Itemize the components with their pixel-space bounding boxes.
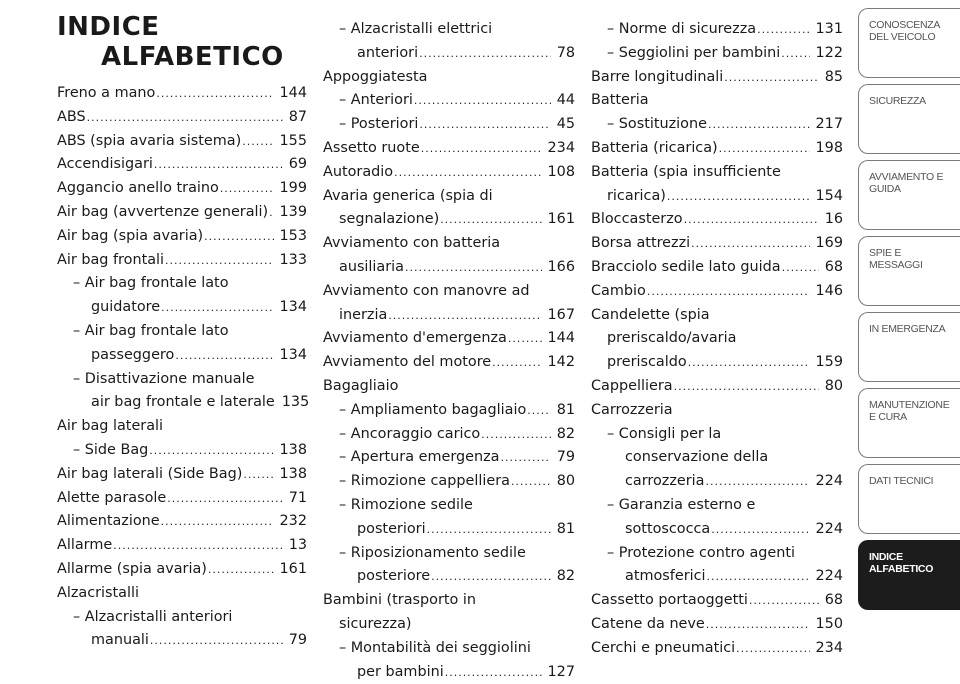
dot-leader — [691, 232, 809, 256]
dot-leader — [500, 446, 550, 470]
dot-leader — [706, 613, 810, 637]
page-number: 131 — [815, 21, 843, 37]
dot-leader — [445, 661, 542, 684]
entry-label: – Ancoraggio carico — [339, 425, 481, 442]
dot-leader — [511, 470, 551, 494]
index-entry[interactable] — [57, 82, 307, 106]
entry-label: inerzia — [339, 306, 388, 323]
index-entry-continued: conservazione della — [625, 449, 769, 466]
entry-label: ABS (spia avaria sistema) — [57, 132, 242, 149]
dot-leader — [431, 565, 551, 589]
index-entry[interactable] — [323, 42, 575, 66]
entry-label: Allarme (spia avaria) — [57, 560, 207, 577]
index-entry-start[interactable]: Candelette (spia — [591, 306, 710, 323]
page-number: 166 — [547, 258, 575, 275]
index-entry-start[interactable]: Avviamento con manovre ad — [323, 282, 530, 299]
index-entry-start[interactable]: – Riposizionamento sedile — [339, 544, 526, 561]
entry-label: ausiliaria — [339, 258, 404, 275]
page-number: 81 — [556, 520, 575, 537]
page-number: 144 — [279, 85, 307, 101]
entry-label: preriscaldo — [607, 354, 687, 371]
index-entry[interactable] — [591, 613, 843, 637]
page-number: 79 — [556, 449, 575, 466]
dot-leader — [220, 177, 274, 201]
index-entry[interactable] — [323, 327, 575, 351]
index-entry-start[interactable]: – Garanzia esterno e — [607, 496, 756, 513]
index-entry[interactable] — [323, 113, 575, 137]
page-number: 139 — [279, 203, 307, 220]
index-entry[interactable] — [323, 351, 575, 375]
entry-label: per bambini — [357, 663, 444, 680]
entry-label: – Posteriori — [339, 116, 419, 133]
page-number: 87 — [288, 108, 307, 125]
title-line-2: ALFABETICO — [101, 42, 284, 72]
entry-label: anteriori — [357, 44, 419, 61]
index-entry[interactable] — [591, 637, 843, 661]
page-number: 217 — [815, 116, 843, 133]
entry-label: – Rimozione cappelliera — [339, 473, 510, 490]
entry-label: Allarme — [57, 537, 113, 554]
index-heading: Alzacristalli — [57, 584, 139, 601]
entry-label: Cassetto portaoggetti — [591, 592, 748, 609]
page-number: 108 — [547, 163, 575, 180]
page-number: 133 — [279, 251, 307, 268]
dot-leader — [167, 487, 282, 511]
page-number: 161 — [279, 560, 307, 577]
index-column-3 — [591, 18, 843, 661]
entry-label: Air bag (avvertenze generali) — [57, 203, 269, 220]
index-entry-start[interactable]: Bambini (trasporto in — [323, 592, 477, 609]
page-number: 45 — [556, 116, 575, 133]
entry-label: sottoscocca — [625, 520, 711, 537]
entry-label: Barre longitudinali — [591, 68, 724, 85]
page-number: 144 — [547, 330, 575, 347]
page-number: 142 — [547, 354, 575, 371]
index-entry[interactable] — [591, 113, 843, 137]
index-entry[interactable] — [323, 565, 575, 589]
index-entry[interactable] — [57, 201, 307, 225]
page-number: 85 — [824, 68, 843, 85]
entry-label: Aggancio anello traino — [57, 180, 219, 197]
index-entry[interactable] — [323, 256, 575, 280]
chapter-tab-dati-tecnici[interactable]: DATI TECNICI — [858, 464, 960, 534]
dot-leader — [440, 208, 541, 232]
index-entry[interactable] — [57, 510, 307, 534]
dot-leader — [419, 113, 550, 137]
dot-leader — [724, 66, 818, 90]
entry-label: – Norme di sicurezza — [607, 21, 757, 37]
dot-leader — [688, 351, 810, 375]
page-number: 159 — [815, 354, 843, 371]
index-entry[interactable] — [57, 463, 307, 487]
dot-leader — [667, 185, 810, 209]
page-number: 13 — [288, 537, 307, 554]
entry-label: ABS — [57, 108, 86, 125]
dot-leader — [165, 249, 273, 273]
index-entry-start[interactable]: – Montabilità dei seggiolini — [339, 639, 531, 656]
entry-label: carrozzeria — [625, 473, 705, 490]
chapter-tab-conoscenza-del-veicolo[interactable]: CONOSCENZA DEL VEICOLO — [858, 8, 960, 78]
index-entry[interactable] — [57, 439, 307, 463]
dot-leader — [242, 130, 273, 154]
dot-leader — [711, 518, 809, 542]
entry-label: Borsa attrezzi — [591, 235, 691, 252]
index-entry-start[interactable]: – Air bag frontale lato — [73, 275, 229, 292]
index-entry[interactable] — [591, 518, 843, 542]
index-entry[interactable] — [323, 399, 575, 423]
entry-label: Cappelliera — [591, 377, 673, 394]
index-entry-start[interactable]: – Rimozione sedile — [339, 496, 473, 513]
entry-label: Air bag frontali — [57, 251, 165, 268]
index-entry[interactable] — [323, 161, 575, 185]
index-entry[interactable] — [57, 391, 310, 415]
index-heading: Air bag laterali — [57, 418, 164, 435]
chapter-tab-spie-e-messaggi[interactable]: SPIE E MESSAGGI — [858, 236, 960, 306]
index-entry[interactable] — [591, 589, 843, 613]
index-entry-start[interactable]: – Alzacristalli anteriori — [73, 608, 233, 625]
entry-label: Assetto ruote — [323, 139, 420, 156]
entry-label: passeggero — [91, 346, 175, 363]
dot-leader — [149, 439, 273, 463]
index-entry[interactable] — [57, 629, 307, 653]
entry-label: Alimentazione — [57, 513, 160, 530]
index-entry-start[interactable]: – Protezione contro agenti — [607, 544, 796, 561]
dot-leader — [427, 518, 551, 542]
index-entry[interactable] — [57, 106, 307, 130]
dot-leader — [508, 327, 542, 351]
entry-label: guidatore — [91, 299, 161, 316]
entry-label: atmosferici — [625, 568, 706, 585]
index-entry-start[interactable]: – Alzacristalli elettrici — [339, 21, 493, 37]
entry-label: – Apertura emergenza — [339, 449, 500, 466]
entry-label: Bracciolo sedile lato guida — [591, 258, 781, 275]
index-entry[interactable] — [57, 130, 307, 154]
index-entry[interactable] — [591, 208, 843, 232]
index-heading: Bagagliaio — [323, 377, 399, 394]
index-entry-start[interactable]: – Disattivazione manuale — [73, 370, 255, 387]
dot-leader — [161, 510, 274, 534]
page-number: 224 — [815, 568, 843, 585]
entry-label: Cerchi e pneumatici — [591, 639, 736, 656]
page-number: 44 — [556, 92, 575, 109]
dot-leader — [175, 344, 273, 368]
page-number: 167 — [547, 306, 575, 323]
index-entry[interactable] — [591, 137, 843, 161]
index-entry[interactable] — [323, 137, 575, 161]
dot-leader — [647, 280, 810, 304]
index-heading: Batteria — [591, 92, 649, 109]
index-entry[interactable] — [323, 518, 575, 542]
index-entry[interactable] — [57, 487, 307, 511]
page-number: 82 — [556, 568, 575, 585]
dot-leader — [757, 18, 809, 42]
page-number: 224 — [815, 520, 843, 537]
page-number: 138 — [279, 441, 307, 458]
dot-leader — [414, 89, 551, 113]
entry-label: Avviamento d'emergenza — [323, 330, 507, 347]
page-number: 80 — [824, 377, 843, 394]
dot-leader — [405, 256, 542, 280]
dot-leader — [113, 534, 282, 558]
dot-leader — [243, 463, 273, 487]
index-entry[interactable] — [323, 89, 575, 113]
dot-leader — [421, 137, 542, 161]
index-entry[interactable] — [591, 256, 843, 280]
page-number: 80 — [556, 473, 575, 490]
entry-label: Batteria (ricarica) — [591, 139, 718, 156]
index-entry[interactable] — [591, 565, 843, 589]
dot-leader — [684, 208, 819, 232]
index-entry[interactable] — [323, 304, 575, 328]
entry-label: air bag frontale e laterale — [91, 394, 275, 411]
index-entry[interactable] — [591, 280, 843, 304]
page-number: 155 — [279, 132, 307, 149]
index-entry[interactable] — [323, 446, 575, 470]
page-number: 68 — [824, 258, 843, 275]
index-entry[interactable] — [591, 375, 843, 399]
index-heading: Appoggiatesta — [323, 68, 428, 85]
index-heading: Carrozzeria — [591, 401, 673, 418]
entry-label: Avviamento del motore — [323, 354, 492, 371]
chapter-tab-in-emergenza[interactable]: IN EMERGENZA — [858, 312, 960, 382]
entry-label: – Seggiolini per bambini — [607, 44, 781, 61]
page-number: 234 — [815, 639, 843, 656]
chapter-tab-manutenzione-e-cura[interactable]: MANUTENZIONE E CURA — [858, 388, 960, 458]
page-number: 169 — [815, 235, 843, 252]
index-entry[interactable] — [57, 344, 307, 368]
page-number: 234 — [547, 139, 575, 156]
page-number: 135 — [281, 394, 310, 411]
page-number: 232 — [279, 513, 307, 530]
page-number: 81 — [556, 401, 575, 418]
entry-label: Cambio — [591, 282, 646, 299]
page-number: 154 — [815, 187, 843, 204]
entry-label: Alette parasole — [57, 489, 167, 506]
page-number: 122 — [815, 44, 843, 61]
dot-leader — [87, 106, 283, 130]
entry-label: – Sostituzione — [607, 116, 707, 133]
dot-leader — [419, 42, 551, 66]
dot-leader — [394, 161, 541, 185]
page-number: 146 — [815, 282, 843, 299]
index-entry[interactable] — [57, 225, 307, 249]
dot-leader — [156, 82, 273, 106]
dot-leader — [782, 256, 819, 280]
index-entry-continued: preriscaldo/avaria — [607, 330, 737, 347]
entry-label: segnalazione) — [339, 211, 440, 228]
page-number: 78 — [556, 44, 575, 61]
page-number: 150 — [815, 615, 843, 632]
index-column-2 — [323, 18, 575, 684]
page-number: 69 — [288, 156, 307, 173]
entry-label: manuali — [91, 632, 149, 649]
page-number: 224 — [815, 473, 843, 490]
dot-leader — [204, 225, 273, 249]
dot-leader — [154, 153, 283, 177]
index-entry[interactable] — [57, 177, 307, 201]
dot-leader — [208, 558, 274, 582]
dot-leader — [269, 201, 273, 225]
page-number: 68 — [824, 592, 843, 609]
page-number: 71 — [288, 489, 307, 506]
dot-leader — [706, 470, 810, 494]
index-entry[interactable] — [323, 470, 575, 494]
index-entry-start[interactable]: Avviamento con batteria — [323, 235, 501, 252]
index-entry[interactable] — [57, 558, 307, 582]
index-entry[interactable] — [57, 249, 307, 273]
index-entry[interactable] — [323, 208, 575, 232]
dot-leader — [707, 565, 810, 589]
index-entry[interactable] — [591, 18, 843, 42]
page-number: 153 — [279, 227, 307, 244]
dot-leader — [481, 423, 550, 447]
index-entry[interactable] — [57, 296, 307, 320]
entry-label: ricarica) — [607, 187, 666, 204]
dot-leader — [674, 375, 819, 399]
index-entry-start[interactable]: – Air bag frontale lato — [73, 322, 229, 339]
index-entry-start[interactable]: Batteria (spia insufficiente — [591, 163, 781, 180]
index-entry[interactable] — [591, 185, 843, 209]
dot-leader — [161, 296, 273, 320]
chapter-tab-sicurezza[interactable]: SICUREZZA — [858, 84, 960, 154]
dot-leader — [736, 637, 809, 661]
page-number: 134 — [279, 299, 307, 316]
chapter-tab-avviamento-e-guida[interactable]: AVVIAMENTO E GUIDA — [858, 160, 960, 230]
entry-label: Bloccasterzo — [591, 211, 683, 228]
page-number: 79 — [288, 632, 307, 649]
dot-leader — [719, 137, 810, 161]
page-number: 134 — [279, 346, 307, 363]
page-number: 82 — [556, 425, 575, 442]
entry-label: posteriori — [357, 520, 426, 537]
index-entry[interactable] — [591, 42, 843, 66]
entry-label: Autoradio — [323, 163, 394, 180]
entry-label: – Side Bag — [73, 441, 149, 458]
index-entry-continued: sicurezza) — [339, 615, 412, 632]
index-entry[interactable] — [591, 351, 843, 375]
entry-label: – Anteriori — [339, 92, 413, 109]
dot-leader — [492, 351, 541, 375]
page-title — [57, 12, 284, 72]
dot-leader — [527, 399, 550, 423]
chapter-tabs — [858, 0, 960, 678]
index-entry[interactable] — [591, 470, 843, 494]
index-entry[interactable] — [591, 232, 843, 256]
dot-leader — [749, 589, 819, 613]
page-number: 16 — [824, 211, 843, 228]
page-number: 138 — [279, 465, 307, 482]
index-entry[interactable] — [57, 534, 307, 558]
entry-label: Accendisigari — [57, 156, 153, 173]
entry-label: Freno a mano — [57, 85, 156, 101]
dot-leader — [388, 304, 541, 328]
dot-leader — [150, 629, 283, 653]
entry-label: – Ampliamento bagagliaio — [339, 401, 527, 418]
dot-leader — [781, 42, 809, 66]
title-line-1: INDICE — [57, 12, 160, 42]
page-number: 199 — [279, 180, 307, 197]
index-entry-start[interactable]: Avaria generica (spia di — [323, 187, 493, 204]
index-entry-start[interactable]: – Consigli per la — [607, 425, 722, 442]
index-entry[interactable] — [323, 423, 575, 447]
entry-label: posteriore — [357, 568, 431, 585]
entry-label: Catene da neve — [591, 615, 705, 632]
page-number: 127 — [547, 663, 575, 680]
dot-leader — [708, 113, 810, 137]
index-entry[interactable] — [591, 66, 843, 90]
page-number: 198 — [815, 139, 843, 156]
index-entry[interactable] — [57, 153, 307, 177]
entry-label: Air bag laterali (Side Bag) — [57, 465, 243, 482]
index-column-1 — [57, 82, 310, 653]
chapter-tab-indice-alfabetico[interactable]: INDICE ALFABETICO — [858, 540, 960, 610]
entry-label: Air bag (spia avaria) — [57, 227, 204, 244]
page-number: 161 — [547, 211, 575, 228]
index-entry[interactable] — [323, 661, 575, 684]
